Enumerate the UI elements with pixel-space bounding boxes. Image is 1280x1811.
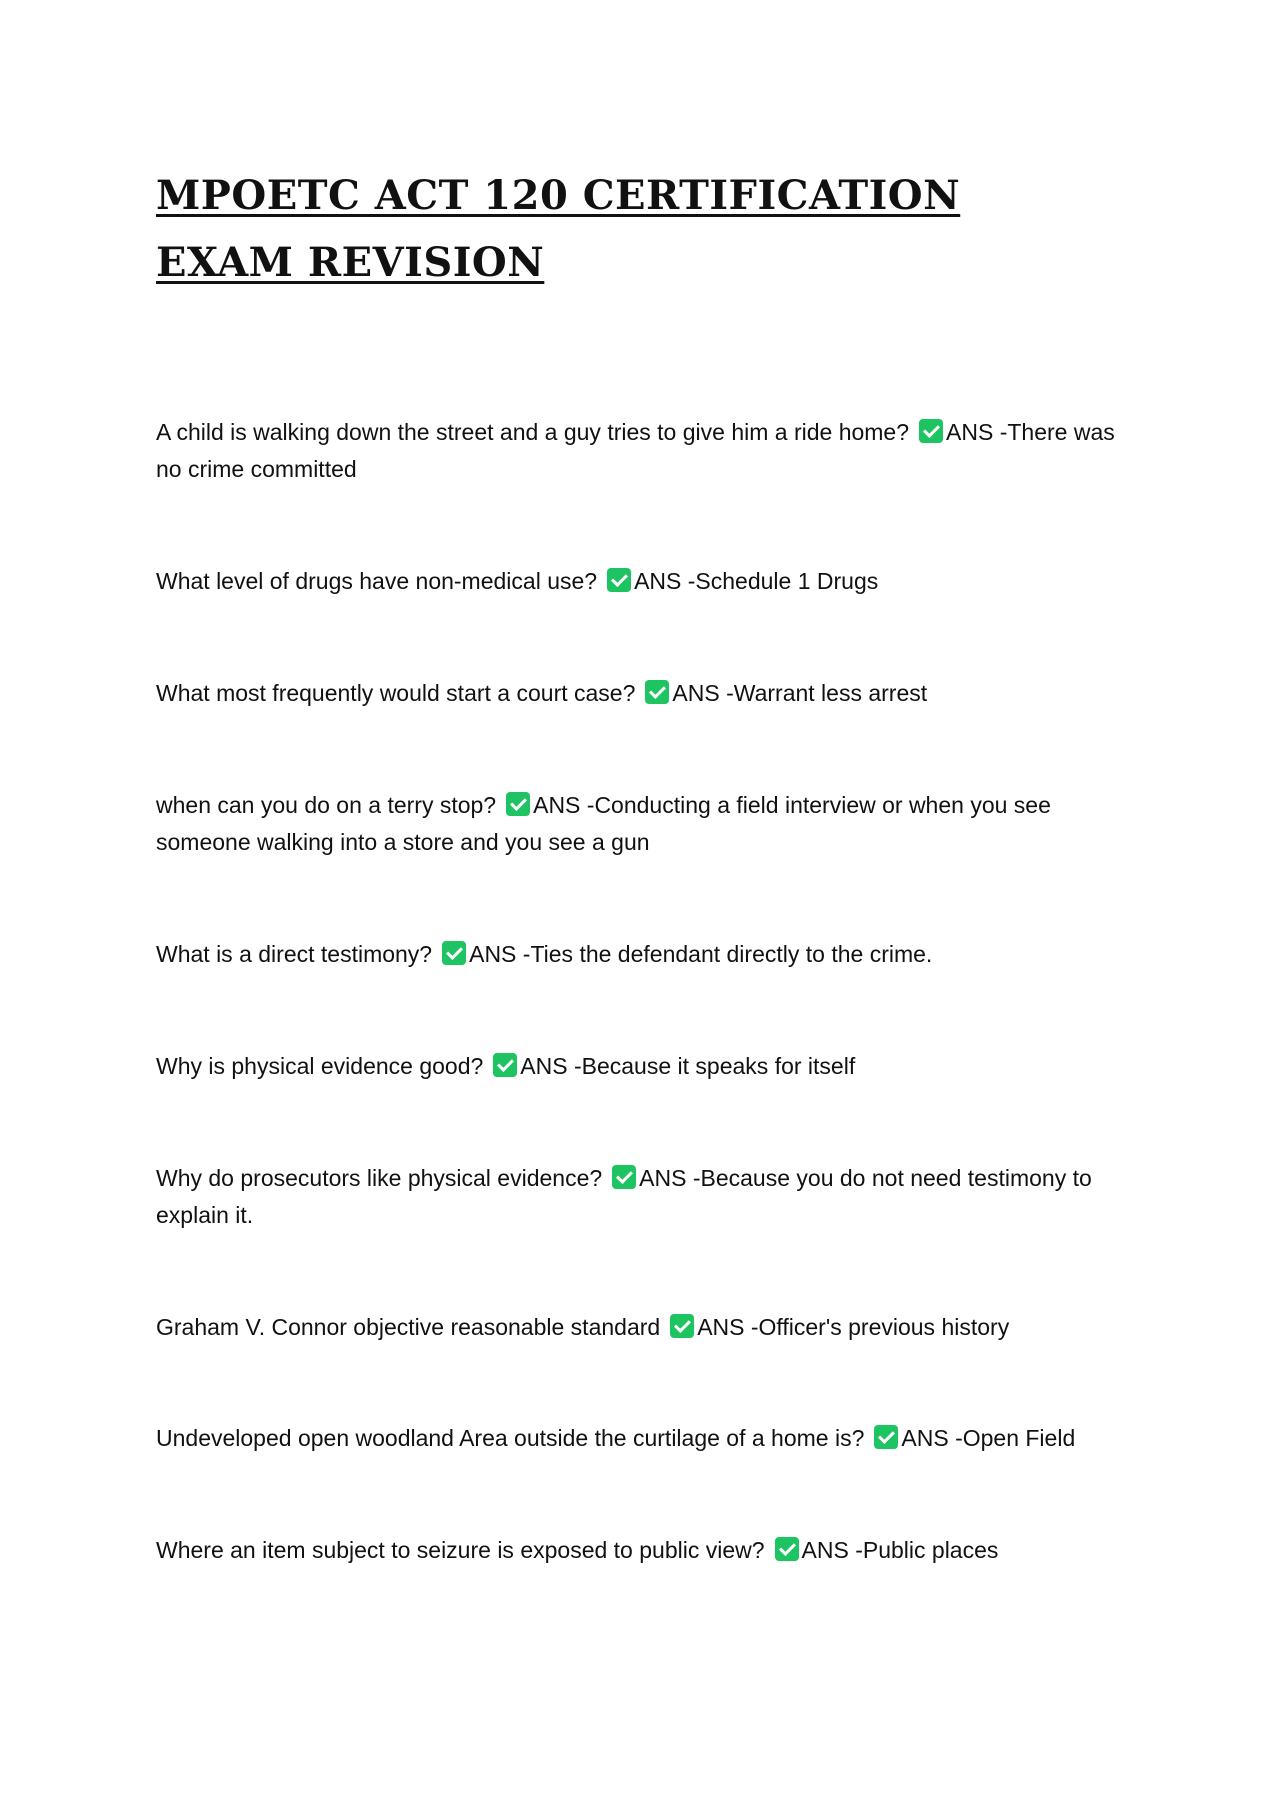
answer-text: ANS -Because you do not need testimony to explain it.: [156, 1165, 1092, 1228]
qa-item: [156, 675, 1136, 712]
question-text: Where an item subject to seizure is exposed to public view?: [156, 1537, 765, 1563]
question-text: Graham V. Connor objective reasonable standard: [156, 1314, 661, 1340]
answer-text: ANS -Schedule 1 Drugs: [634, 568, 879, 594]
check-mark-icon: [775, 1537, 799, 1561]
check-mark-icon: [645, 680, 669, 704]
answer-text: ANS -Public places: [801, 1537, 999, 1563]
check-mark-icon: [607, 568, 631, 592]
check-mark-icon: [919, 419, 943, 443]
answer-text: ANS -Ties the defendant directly to the crime.: [469, 941, 933, 967]
question-text: when can you do on a terry stop?: [156, 792, 497, 818]
answer-text: ANS -There was no crime committed: [156, 419, 1115, 482]
question-text: What is a direct testimony?: [156, 941, 433, 967]
page-title: MPOETC ACT 120 CERTIFICATION EXAM REVISION: [156, 172, 961, 286]
check-mark-icon: [506, 792, 530, 816]
question-text: Why do prosecutors like physical evidence?: [156, 1165, 603, 1191]
question-text: A child is walking down the street and a guy tries to give him a ride home?: [156, 419, 910, 445]
qa-item: [156, 787, 1136, 861]
question-text: Undeveloped open woodland Area outside the curtilage of a home is?: [156, 1425, 865, 1451]
answer-text: ANS -Because it speaks for itself: [520, 1053, 856, 1079]
answer-text: ANS -Open Field: [901, 1425, 1076, 1451]
check-mark-icon: [493, 1053, 517, 1077]
answer-text: ANS -Conducting a field interview or when you see someone walking into a store and you see a gun: [156, 792, 1051, 855]
qa-item: [156, 1532, 1136, 1569]
answer-text: ANS -Warrant less arrest: [672, 680, 928, 706]
qa-item: [156, 1420, 1136, 1457]
check-mark-icon: [874, 1425, 898, 1449]
qa-item: [156, 1048, 1136, 1085]
answer-text: ANS -Officer's previous history: [697, 1314, 1010, 1340]
check-mark-icon: [670, 1314, 694, 1338]
qa-item: [156, 563, 1136, 600]
qa-item: [156, 1160, 1136, 1234]
question-text: What level of drugs have non-medical use?: [156, 568, 598, 594]
question-text: What most frequently would start a court case?: [156, 680, 636, 706]
qa-item: [156, 936, 1136, 973]
check-mark-icon: [612, 1165, 636, 1189]
check-mark-icon: [442, 941, 466, 965]
qa-item: [156, 414, 1136, 488]
qa-item: [156, 1309, 1136, 1346]
question-text: Why is physical evidence good?: [156, 1053, 484, 1079]
